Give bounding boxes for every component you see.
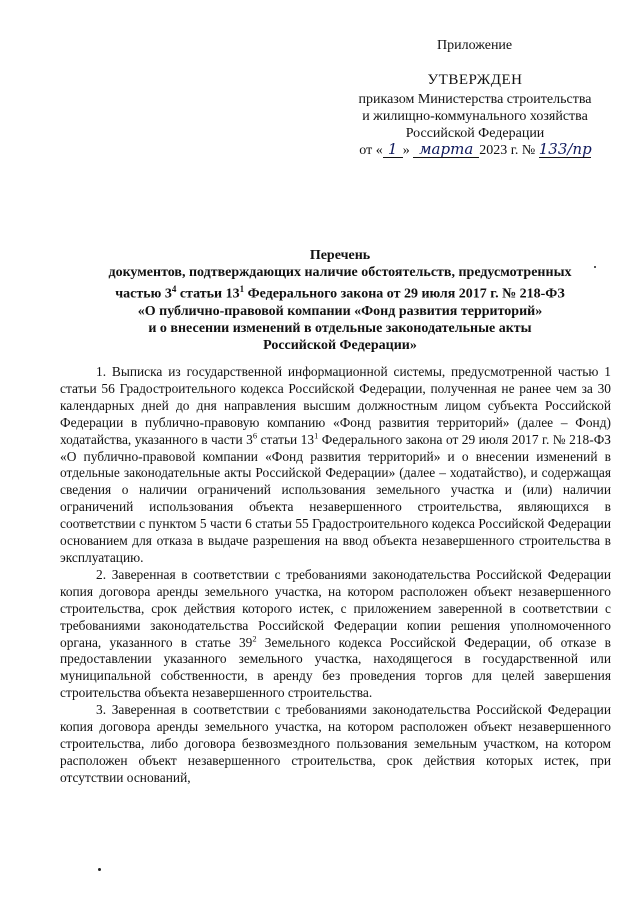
order-line-3: Российской Федерации [405, 126, 545, 141]
item-text: статьи 13 [257, 431, 315, 447]
item-sup: 2 [252, 633, 257, 644]
title-line-6: Российской Федерации» [263, 337, 417, 353]
date-quote-close: » [402, 143, 410, 158]
item-text: Земельного кодекса Российской Федерации, об отказе в предоставлении указанного земельного участка, находящегося в государственной или муниципальной собственности, в аренду без проведения торгов для целей завершения строительства объекта незавершенного строительства. [60, 634, 611, 701]
title-line-5: и о внесении изменений в отдельные законодательные акты [148, 320, 532, 336]
title-line-4: «О публично-правовой компании «Фонд развития территорий» [137, 303, 543, 319]
approval-block [330, 72, 620, 159]
order-line-2: и жилищно-коммунального хозяйства [362, 109, 588, 124]
item-sup: 1 [314, 430, 319, 441]
item-text: 2. Заверенная в соответствии с требованиями законодательства Российской Федерации копия договора аренды земельного участка, на котором расположен объект незавершенного строительства, срок действия которого истек, с приложением заверенной в соответствии с требованиями законодательства Российской Федерации копии решения уполномоченного органа, указанного в статье 39 [60, 566, 611, 650]
title-line-3 [60, 281, 620, 303]
approved-heading: УТВЕРЖДЕН [427, 72, 523, 88]
date-year: 2023 г. № [479, 143, 536, 158]
order-line-1: приказом Министерства строительства [358, 92, 592, 107]
appendix-label: Приложение [437, 38, 513, 53]
document-body [60, 364, 611, 787]
order-date-line [330, 142, 620, 159]
title-sup: 1 [239, 284, 245, 294]
title-part: частью 3 [115, 286, 172, 302]
item-sup: 6 [252, 430, 258, 441]
title-sup: 4 [171, 284, 177, 294]
list-item-3 [60, 702, 611, 787]
scan-speck [594, 266, 596, 268]
handwritten-order-number: 133/пр [538, 140, 592, 158]
scan-dot [98, 868, 101, 871]
title-line-1: Перечень [309, 248, 371, 263]
document-title [60, 247, 620, 354]
handwritten-month: марта [413, 142, 479, 158]
title-part: статьи 13 [176, 286, 240, 302]
list-item-2 [60, 567, 611, 702]
list-item-1 [60, 364, 611, 567]
item-text: 1. Выписка из государственной информационной системы, предусмотренной частью 1 статьи 56 Градостроительного кодекса Российской Федерации, полученная не ранее чем за 30 календарных дней до дня направления высшим должностным лицом субъекта Российской Федерации в публично-правовую компанию «Фонд развития территорий» (далее – Фонд) ходатайства, указанного в части 3 [60, 364, 611, 447]
handwritten-day: 1 [383, 142, 403, 158]
item-text: 3. Заверенная в соответствии с требованиями законодательства Российской Федерации копия договора аренды земельного участка, на котором расположен объект незавершенного строительства, либо договора безвозмездного пользования земельным участком, на котором расположен объект незавершенного строительства, срок действия которых истек, при отсутствии оснований, [60, 702, 611, 785]
title-part: Федерального закона от 29 июля 2017 г. № 218-ФЗ [244, 286, 565, 302]
title-line-2: документов, подтверждающих наличие обстоятельств, предусмотренных [108, 265, 572, 280]
item-text: Федерального закона от 29 июля 2017 г. № 218-ФЗ «О публично-правовой компании «Фонд развития территорий» и о внесении изменений в отдельные законодательные акты Российской Федерации» (далее – ходатайство), и содержащая сведения о наличии ограничений использования земельного участка и (или) наличии ограничений использования объекта незавершенного строительства, являющихся в соответствии с пунктом 5 части 6 статьи 55 Градостроительного кодекса Российской Федерации основанием для отказа в выдаче разрешения на ввод объекта незавершенного строительства в эксплуатацию. [60, 431, 611, 565]
date-prefix: от « [359, 143, 383, 158]
